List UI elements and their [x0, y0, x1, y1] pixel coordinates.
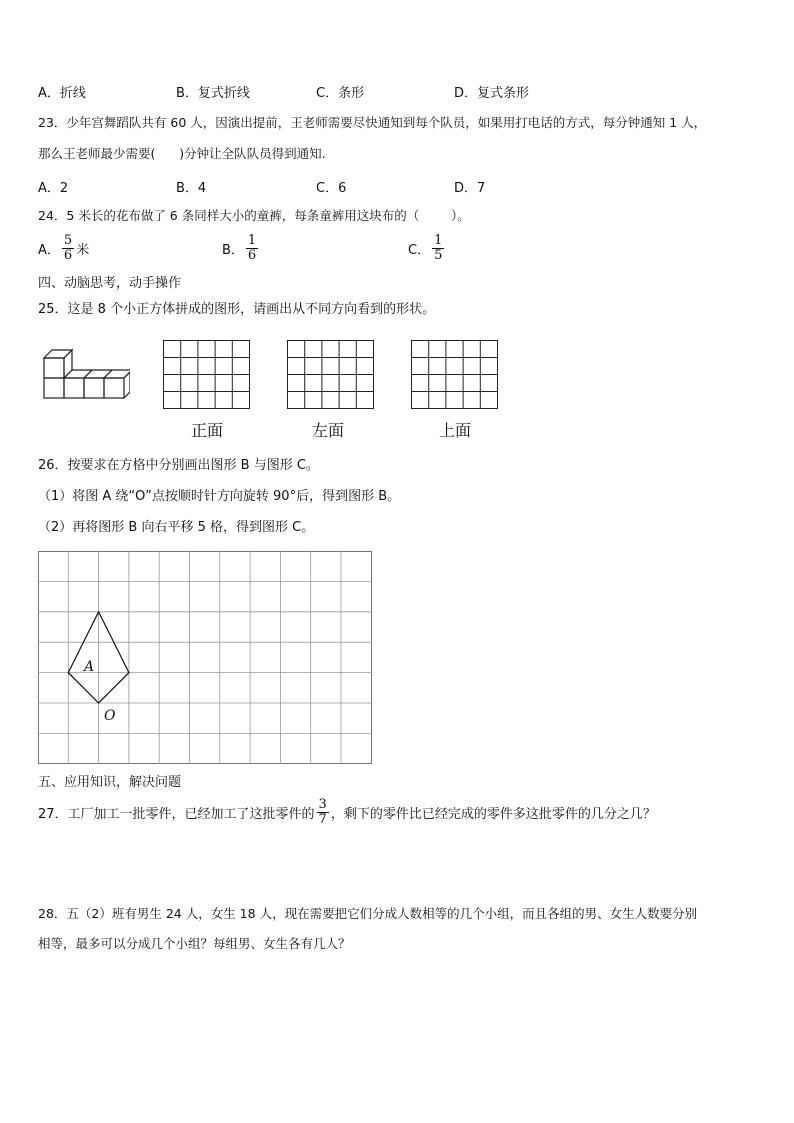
q27-fraction	[317, 798, 329, 827]
label-o: O	[104, 708, 116, 724]
top-view-label: 上面	[439, 421, 472, 440]
q27	[38, 798, 656, 827]
rotation-grid[interactable]	[38, 551, 374, 766]
front-view-label: 正面	[191, 421, 224, 440]
q24-option-a-prefix: A．	[38, 243, 60, 258]
q23-option-c: C．6	[316, 181, 347, 196]
q23-line1: 23．少年宫舞蹈队共有 60 人，因演出提前，王老师需要尽快通知到每个队员，如果用打电话的方式，每分钟通知 1 人，	[38, 115, 707, 130]
q24-option-b-fraction	[246, 234, 258, 263]
fraction-numerator: 5	[63, 233, 73, 248]
q23-option-d: D．7	[454, 181, 486, 196]
fraction-denominator: 6	[247, 248, 257, 263]
q24-option-c-prefix: C．	[408, 243, 431, 258]
q24-option-c	[408, 234, 446, 263]
q24-option-b	[222, 234, 260, 263]
fraction-denominator: 7	[318, 812, 327, 827]
fraction-numerator: 1	[247, 233, 257, 248]
q24-option-a-unit: 米	[76, 243, 90, 258]
fraction-numerator: 3	[318, 797, 327, 812]
q22-option-a: A．折线	[38, 86, 86, 101]
q24-option-c-fraction	[432, 234, 444, 263]
q28-line2: 相等，最多可以分成几个小组？每组男、女生各有几人？	[38, 936, 351, 951]
fraction-numerator: 1	[434, 233, 443, 248]
q24-option-b-prefix: B．	[222, 243, 244, 258]
left-view-grid[interactable]	[287, 340, 375, 410]
front-view-grid[interactable]	[163, 340, 251, 410]
q23-line2: 那么王老师最少需要( )分钟让全队队员得到通知.	[38, 146, 326, 161]
section-5-heading: 五、应用知识，解决问题	[38, 775, 182, 790]
q22-option-d: D．复式条形	[454, 86, 530, 101]
left-view-label: 左面	[312, 421, 345, 440]
fraction-denominator: 5	[434, 248, 443, 263]
top-view-grid[interactable]	[411, 340, 499, 410]
q24-option-a-fraction	[62, 234, 74, 263]
q26-text: 26．按要求在方格中分别画出图形 B 与图形 C。	[38, 458, 319, 473]
q28-line1: 28．五（2）班有男生 24 人，女生 18 人，现在需要把它们分成人数相等的几个小组，而且各组的男、女生人数要分别	[38, 906, 698, 921]
q24-text: 24．5 米长的花布做了 6 条同样大小的童裤，每条童裤用这块布的（ ）。	[38, 208, 470, 223]
q27-prefix: 27．工厂加工一批零件，已经加工了这批零件的	[38, 807, 315, 822]
cube-stack-figure	[40, 340, 130, 406]
fraction-denominator: 6	[63, 248, 73, 263]
q24-option-a	[38, 234, 89, 263]
q22-option-b: B．复式折线	[176, 86, 250, 101]
q22-option-c: C．条形	[316, 86, 365, 101]
q23-option-a: A．2	[38, 181, 69, 196]
q27-suffix: ，剩下的零件比已经完成的零件多这批零件的几分之几？	[330, 807, 656, 822]
q26-step1: （1）将图 A 绕“O”点按顺时针方向旋转 90°后，得到图形 B。	[38, 489, 401, 504]
section-4-heading: 四、动脑思考，动手操作	[38, 276, 182, 291]
q23-option-b: B．4	[176, 181, 207, 196]
q26-step2: （2）再将图形 B 向右平移 5 格，得到图形 C。	[38, 520, 315, 535]
q25-text: 25．这是 8 个小正方体拼成的图形，请画出从不同方向看到的形状。	[38, 302, 436, 317]
label-a: A	[84, 659, 95, 675]
